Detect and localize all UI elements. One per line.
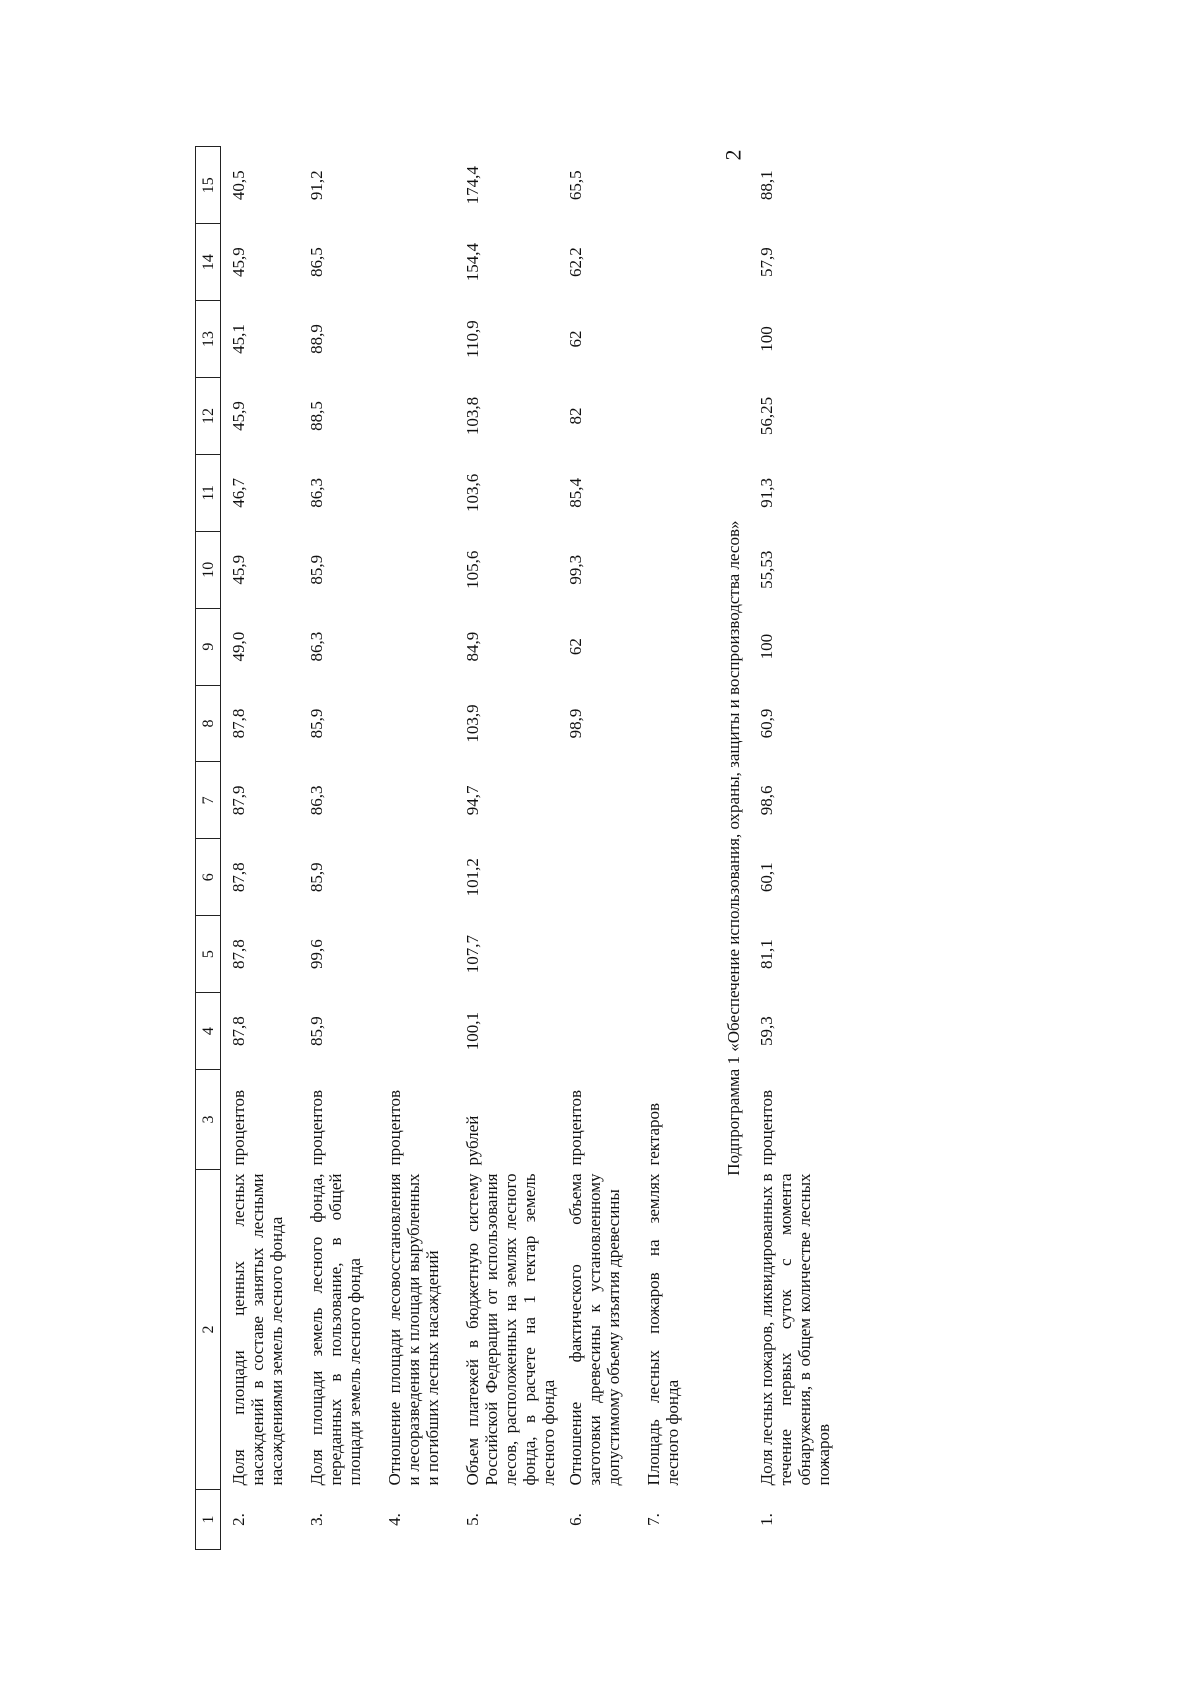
- value-cell: 55,53: [757, 550, 776, 589]
- value-cell: 87,9: [229, 785, 248, 816]
- value-cell: 85,4: [566, 477, 585, 508]
- column-header: 6: [196, 839, 221, 916]
- row-number: 3.: [307, 1513, 326, 1526]
- value-cell: [377, 839, 455, 916]
- value-cell: 94,7: [463, 785, 482, 816]
- value-cell: 101,2: [463, 858, 482, 897]
- unit-cell: процентов: [757, 1089, 776, 1166]
- value-cell: [377, 608, 455, 685]
- indicator-name: Доля лесных пожаров, ликвидированных в течение первых суток с момента обнаружения, в общем количестве лесных пожаров: [757, 1173, 833, 1486]
- value-cell: [377, 454, 455, 531]
- value-cell: [636, 762, 714, 839]
- value-cell: 100,1: [463, 1011, 482, 1051]
- table-row: [636, 147, 714, 1550]
- value-cell: 62: [566, 638, 585, 656]
- value-cell: [636, 454, 714, 531]
- value-cell: [377, 916, 455, 993]
- value-cell: [377, 762, 455, 839]
- column-header: 2: [196, 1170, 221, 1490]
- value-cell: 100: [757, 326, 776, 352]
- value-cell: 65,5: [566, 170, 585, 201]
- value-cell: [636, 377, 714, 454]
- value-cell: [636, 608, 714, 685]
- column-header: 8: [196, 685, 221, 762]
- indicator-name: Отношение площади лесовосстановления и лесоразведения к площади вырубленных и погибших лесных насаждений: [385, 1173, 442, 1486]
- column-header: 9: [196, 608, 221, 685]
- indicator-name: Доля площади ценных лесных насаждений в составе занятых лесными насаждениями земель лесного фонда: [229, 1173, 286, 1486]
- value-cell: [377, 531, 455, 608]
- value-cell: [377, 993, 455, 1070]
- value-cell: 85,9: [307, 708, 326, 739]
- column-header: 1: [196, 1490, 221, 1550]
- unit-cell: гектаров: [644, 1102, 663, 1166]
- value-cell: 154,4: [463, 243, 482, 282]
- value-cell: [636, 301, 714, 378]
- table-row: [455, 147, 558, 1550]
- value-cell: [377, 377, 455, 454]
- value-cell: 62: [566, 330, 585, 348]
- table-row: [299, 147, 377, 1550]
- column-header: 11: [196, 454, 221, 531]
- value-cell: 87,8: [229, 1016, 248, 1046]
- value-cell: 45,1: [229, 324, 248, 354]
- indicator-table-rotated: [195, 150, 965, 1550]
- value-cell: 103,9: [463, 704, 482, 743]
- value-cell: [558, 839, 636, 916]
- value-cell: 98,9: [566, 708, 585, 739]
- value-cell: [636, 685, 714, 762]
- value-cell: [636, 531, 714, 608]
- value-cell: 62,2: [566, 247, 585, 278]
- value-cell: [636, 224, 714, 301]
- value-cell: 45,9: [229, 247, 248, 278]
- value-cell: 40,5: [229, 170, 248, 201]
- value-cell: 85,9: [307, 1016, 326, 1046]
- column-header: 14: [196, 224, 221, 301]
- value-cell: [636, 147, 714, 224]
- indicator-name: Объем платежей в бюджетную систему Российской Федерации от использования лесов, расположенных на землях лесного фонда, в расчете на 1 гектар земель лесного фонда: [463, 1173, 558, 1486]
- column-header: 4: [196, 993, 221, 1070]
- value-cell: [377, 224, 455, 301]
- value-cell: 107,7: [463, 935, 482, 974]
- value-cell: 110,9: [463, 320, 482, 358]
- row-number: 1.: [757, 1513, 776, 1526]
- table-row: [558, 147, 636, 1550]
- row-number: 5.: [463, 1513, 482, 1526]
- table-row: [377, 147, 455, 1550]
- value-cell: [558, 993, 636, 1070]
- page-number: 2: [720, 149, 746, 161]
- indicator-table: [195, 146, 833, 1550]
- value-cell: [636, 916, 714, 993]
- value-cell: 81,1: [757, 939, 776, 970]
- value-cell: 59,3: [757, 1016, 776, 1046]
- value-cell: 99,6: [307, 939, 326, 970]
- value-cell: 87,8: [229, 862, 248, 893]
- unit-cell: рублей: [463, 1115, 482, 1166]
- indicator-name: Отношение фактического объема заготовки древесины к установленному допустимому объему изъятия древесины: [566, 1173, 623, 1486]
- value-cell: 85,9: [307, 862, 326, 893]
- value-cell: 46,7: [229, 477, 248, 508]
- value-cell: 84,9: [463, 631, 482, 662]
- value-cell: [377, 301, 455, 378]
- value-cell: 88,9: [307, 324, 326, 354]
- value-cell: 86,3: [307, 785, 326, 816]
- unit-cell: процентов: [229, 1089, 248, 1166]
- value-cell: 86,3: [307, 631, 326, 662]
- column-number-row: [196, 147, 221, 1550]
- column-header: 10: [196, 531, 221, 608]
- row-number: 2.: [229, 1513, 248, 1526]
- subprogram-row: [714, 147, 749, 1550]
- indicator-name: Площадь лесных пожаров на землях лесного фонда: [644, 1173, 682, 1486]
- column-header: 3: [196, 1070, 221, 1170]
- unit-cell: процентов: [385, 1089, 404, 1166]
- row-number: 6.: [566, 1513, 585, 1526]
- column-header: 5: [196, 916, 221, 993]
- row-number: 7.: [644, 1513, 663, 1526]
- value-cell: 100: [757, 633, 776, 660]
- value-cell: 86,5: [307, 247, 326, 278]
- unit-cell: процентов: [307, 1089, 326, 1166]
- value-cell: 49,0: [229, 631, 248, 662]
- value-cell: 45,9: [229, 401, 248, 431]
- column-header: 12: [196, 377, 221, 454]
- table-body: [221, 147, 834, 1550]
- column-header: 13: [196, 301, 221, 378]
- value-cell: 86,3: [307, 477, 326, 508]
- value-cell: 99,3: [566, 554, 585, 585]
- value-cell: 88,1: [757, 170, 776, 201]
- value-cell: 87,8: [229, 939, 248, 970]
- table-row: [221, 147, 300, 1550]
- value-cell: 88,5: [307, 401, 326, 431]
- value-cell: 174,4: [463, 166, 482, 205]
- column-header: 15: [196, 147, 221, 224]
- value-cell: [558, 762, 636, 839]
- value-cell: 85,9: [307, 554, 326, 585]
- column-header: 7: [196, 762, 221, 839]
- value-cell: [377, 685, 455, 762]
- value-cell: 56,25: [757, 396, 776, 436]
- unit-cell: процентов: [566, 1089, 585, 1166]
- value-cell: 103,6: [463, 473, 482, 512]
- value-cell: 57,9: [757, 247, 776, 278]
- value-cell: 103,8: [463, 396, 482, 436]
- value-cell: [636, 839, 714, 916]
- indicator-name: Доля площади земель лесного фонда, переданных в пользование, в общей площади земель лесного фонда: [307, 1173, 364, 1486]
- value-cell: 60,1: [757, 862, 776, 893]
- value-cell: [636, 993, 714, 1070]
- value-cell: 45,9: [229, 554, 248, 585]
- value-cell: 87,8: [229, 708, 248, 739]
- value-cell: 91,2: [307, 170, 326, 201]
- value-cell: 60,9: [757, 708, 776, 739]
- value-cell: [377, 147, 455, 224]
- value-cell: [558, 916, 636, 993]
- value-cell: 91,3: [757, 477, 776, 508]
- subprogram-title: Подпрограмма 1 «Обеспечение использования, охраны, защиты и воспроизводства лесов»: [724, 520, 743, 1176]
- row-number: 4.: [385, 1513, 404, 1526]
- value-cell: 105,6: [463, 550, 482, 589]
- table-row: [749, 147, 833, 1550]
- value-cell: 98,6: [757, 785, 776, 816]
- value-cell: 82: [566, 407, 585, 425]
